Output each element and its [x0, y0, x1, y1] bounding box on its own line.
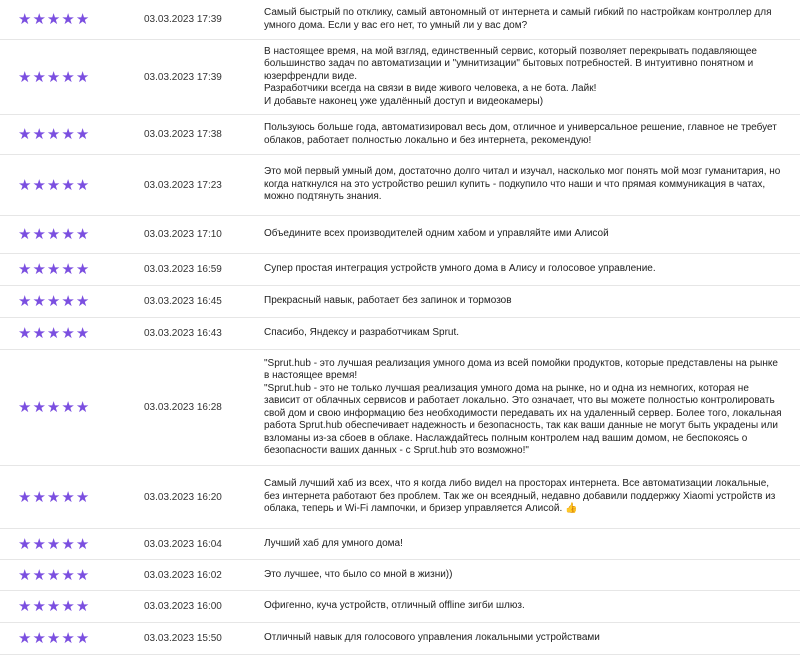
- star-icon: ★: [61, 261, 75, 278]
- star-icon: ★: [46, 226, 61, 243]
- star-icon: ★: [75, 126, 90, 143]
- star-icon: ★: [18, 293, 32, 310]
- star-icon: ★: [61, 535, 75, 553]
- star-icon: ★: [46, 325, 61, 342]
- review-text-line: И добавьте наконец уже удалённый доступ и видеокамеры): [264, 95, 544, 107]
- review-row: [0, 216, 800, 254]
- star-rating: [0, 227, 112, 242]
- star-icon: ★: [61, 399, 75, 416]
- star-icon: ★: [75, 293, 90, 310]
- star-icon: ★: [18, 566, 32, 584]
- star-icon: ★: [61, 226, 75, 243]
- star-rating: [0, 127, 112, 142]
- star-icon: ★: [61, 488, 75, 506]
- star-icon: ★: [75, 68, 90, 86]
- star-icon: ★: [32, 11, 46, 28]
- star-icon: ★: [75, 488, 90, 506]
- star-icon: ★: [18, 68, 32, 86]
- star-icon: ★: [32, 325, 46, 342]
- star-icon: ★: [75, 325, 90, 342]
- review-text: [264, 600, 800, 613]
- review-text: [264, 478, 800, 516]
- star-icon: ★: [75, 535, 90, 553]
- review-date: 03.03.2023 17:10: [144, 229, 222, 240]
- star-rating: [0, 70, 112, 85]
- star-rating: [0, 631, 112, 646]
- star-icon: ★: [32, 399, 46, 416]
- review-text-line: Разработчики всегда на связи в виде живого человека, а не бота. Лайк!: [264, 83, 597, 95]
- review-text: [264, 228, 800, 241]
- review-text-line: Объедините всех производителей одним хабом и управляйте ими Алисой: [264, 228, 609, 240]
- review-text-line: Прекрасный навык, работает без запинок и тормозов: [264, 295, 512, 307]
- star-icon: ★: [46, 535, 61, 553]
- star-icon: ★: [46, 488, 61, 506]
- review-text-line: Отличный навык для голосового управления локальными устройствами: [264, 632, 600, 644]
- star-icon: ★: [18, 488, 32, 506]
- star-icon: ★: [75, 566, 90, 584]
- star-icon: ★: [46, 598, 61, 615]
- review-text: [264, 358, 800, 458]
- review-text-line: "Sprut.hub - это лучшая реализация умного дома из всей помойки продуктов, которые представлены на рынке в настоящее время!: [264, 357, 778, 381]
- star-icon: ★: [32, 261, 46, 278]
- star-icon: ★: [61, 176, 75, 194]
- review-row: [0, 350, 800, 466]
- review-text-line: Спасибо, Яндексу и разработчикам Sprut.: [264, 327, 460, 339]
- star-icon: ★: [18, 535, 32, 553]
- review-row: [0, 155, 800, 216]
- star-icon: ★: [75, 399, 90, 416]
- review-date: 03.03.2023 16:00: [144, 601, 222, 612]
- review-text-line: Лучший хаб для умного дома!: [264, 537, 403, 549]
- star-icon: ★: [61, 325, 75, 342]
- review-text: [264, 166, 800, 204]
- star-icon: ★: [75, 11, 90, 28]
- star-icon: ★: [18, 226, 32, 243]
- review-date: 03.03.2023 17:23: [144, 179, 222, 191]
- review-text: [264, 538, 800, 551]
- star-icon: ★: [75, 630, 90, 647]
- review-date: 03.03.2023 17:39: [144, 14, 222, 25]
- star-icon: ★: [75, 176, 90, 194]
- star-icon: ★: [18, 399, 32, 416]
- review-text-line: Пользуюсь больше года, автоматизировал весь дом, отличное и универсальное решение, главное не требует облаков, работает полностью локально и без интернета, рекомендую!: [264, 122, 777, 146]
- review-row: [0, 591, 800, 623]
- review-date: 03.03.2023 16:20: [144, 491, 222, 503]
- review-row: [0, 254, 800, 286]
- review-row: [0, 318, 800, 350]
- review-date: 03.03.2023 16:45: [144, 296, 222, 307]
- star-rating: [0, 537, 112, 552]
- star-rating: [0, 262, 112, 277]
- star-icon: ★: [75, 261, 90, 278]
- review-text: [264, 7, 800, 32]
- review-row: [0, 623, 800, 655]
- star-icon: ★: [46, 68, 61, 86]
- review-date: 03.03.2023 16:02: [144, 569, 222, 581]
- star-icon: ★: [46, 126, 61, 143]
- star-icon: ★: [32, 535, 46, 553]
- star-icon: ★: [61, 126, 75, 143]
- star-icon: ★: [46, 566, 61, 584]
- star-rating: [0, 178, 112, 193]
- review-text-line: "Sprut.hub - это не только лучшая реализация умного дома на рынке, но и одна из немногих, которая не зависит от облачных сервисов и работает локально. Это означает, что вы можете полностью контролировать свой дом и свою информацию без необходимости передавать их на удаленный сервер. Более того, локальная работа Sprut.hub обеспечивает надежность и безопасность, так как ваши данные не могут быть украдены или взломаны из-за сбоев в облаке. Наслаждайтесь полным контролем над вашим домом, не беспокоясь о безопасности ваших данных - с Sprut.hub это возможно!": [264, 382, 782, 456]
- star-rating: [0, 568, 112, 583]
- star-icon: ★: [18, 598, 32, 615]
- star-rating: [0, 326, 112, 341]
- star-icon: ★: [32, 176, 46, 194]
- star-icon: ★: [18, 325, 32, 342]
- review-date: 03.03.2023 16:59: [144, 264, 222, 275]
- star-icon: ★: [46, 630, 61, 647]
- review-text: [264, 46, 800, 109]
- star-icon: ★: [18, 176, 32, 194]
- star-icon: ★: [32, 126, 46, 143]
- review-row: [0, 286, 800, 318]
- review-date: 03.03.2023 17:39: [144, 71, 222, 83]
- star-icon: ★: [46, 399, 61, 416]
- review-date: 03.03.2023 15:50: [144, 633, 222, 644]
- star-icon: ★: [32, 68, 46, 86]
- review-date: 03.03.2023 16:43: [144, 328, 222, 339]
- review-row: [0, 560, 800, 591]
- star-icon: ★: [18, 261, 32, 278]
- star-icon: ★: [61, 566, 75, 584]
- star-icon: ★: [61, 598, 75, 615]
- review-row: [0, 0, 800, 40]
- star-icon: ★: [46, 11, 61, 28]
- review-text-line: Супер простая интеграция устройств умного дома в Алису и голосовое управление.: [264, 263, 656, 275]
- star-icon: ★: [32, 566, 46, 584]
- star-icon: ★: [32, 226, 46, 243]
- star-icon: ★: [32, 630, 46, 647]
- star-icon: ★: [32, 488, 46, 506]
- review-text-line: Самый лучший хаб из всех, что я когда либо видел на просторах интернета. Все автоматизации локальные, без интернета работают без проблем. Так же он всеядный, недавно добавили поддержку Xiaomi устройств из облака, теперь и Wi-Fi лампочки, и бризер управляется Алисой. 👍: [264, 478, 776, 515]
- review-row: [0, 529, 800, 560]
- review-text: [264, 327, 800, 340]
- star-icon: ★: [61, 293, 75, 310]
- star-rating: [0, 294, 112, 309]
- star-rating: [0, 400, 112, 415]
- review-date: 03.03.2023 17:38: [144, 129, 222, 140]
- review-text-line: Офигенно, куча устройств, отличный offline зигби шлюз.: [264, 600, 525, 612]
- star-icon: ★: [75, 226, 90, 243]
- review-row: [0, 40, 800, 115]
- star-icon: ★: [75, 598, 90, 615]
- star-icon: ★: [32, 598, 46, 615]
- star-rating: [0, 12, 112, 27]
- star-icon: ★: [61, 68, 75, 86]
- star-icon: ★: [18, 630, 32, 647]
- review-row: [0, 115, 800, 155]
- review-text: [264, 632, 800, 645]
- review-text-line: В настоящее время, на мой взгляд, единственный сервис, который позволяет перекрывать подавляющее большинство задач по автоматизации и "умнитизации" бытовых потребностей. В интуитивно понятном и юзерфрендли виде.: [264, 45, 757, 82]
- review-text-line: Это лучшее, что было со мной в жизни)): [264, 568, 453, 580]
- review-date: 03.03.2023 16:28: [144, 402, 222, 413]
- review-text-line: Самый быстрый по отклику, самый автономный от интернета и самый гибкий по настройкам контроллер для умного дома. Если у вас его нет, то умный ли у вас дом?: [264, 7, 772, 31]
- star-icon: ★: [46, 293, 61, 310]
- star-icon: ★: [18, 126, 32, 143]
- star-icon: ★: [46, 261, 61, 278]
- star-icon: ★: [61, 630, 75, 647]
- star-icon: ★: [61, 11, 75, 28]
- review-date: 03.03.2023 16:04: [144, 538, 222, 550]
- review-text: [264, 569, 800, 582]
- star-rating: [0, 490, 112, 505]
- star-icon: ★: [18, 11, 32, 28]
- review-text-line: Это мой первый умный дом, достаточно долго читал и изучал, насколько мог понять мой мозг гуманитария, но когда наткнулся на это устройство решил купить - подкупило что наши и что прямая коммуникация в чатах, можно подтянуть знания.: [264, 166, 781, 203]
- review-text: [264, 295, 800, 308]
- star-icon: ★: [46, 176, 61, 194]
- review-text: [264, 263, 800, 276]
- review-text: [264, 122, 800, 147]
- review-row: [0, 466, 800, 529]
- star-icon: ★: [32, 293, 46, 310]
- star-rating: [0, 599, 112, 614]
